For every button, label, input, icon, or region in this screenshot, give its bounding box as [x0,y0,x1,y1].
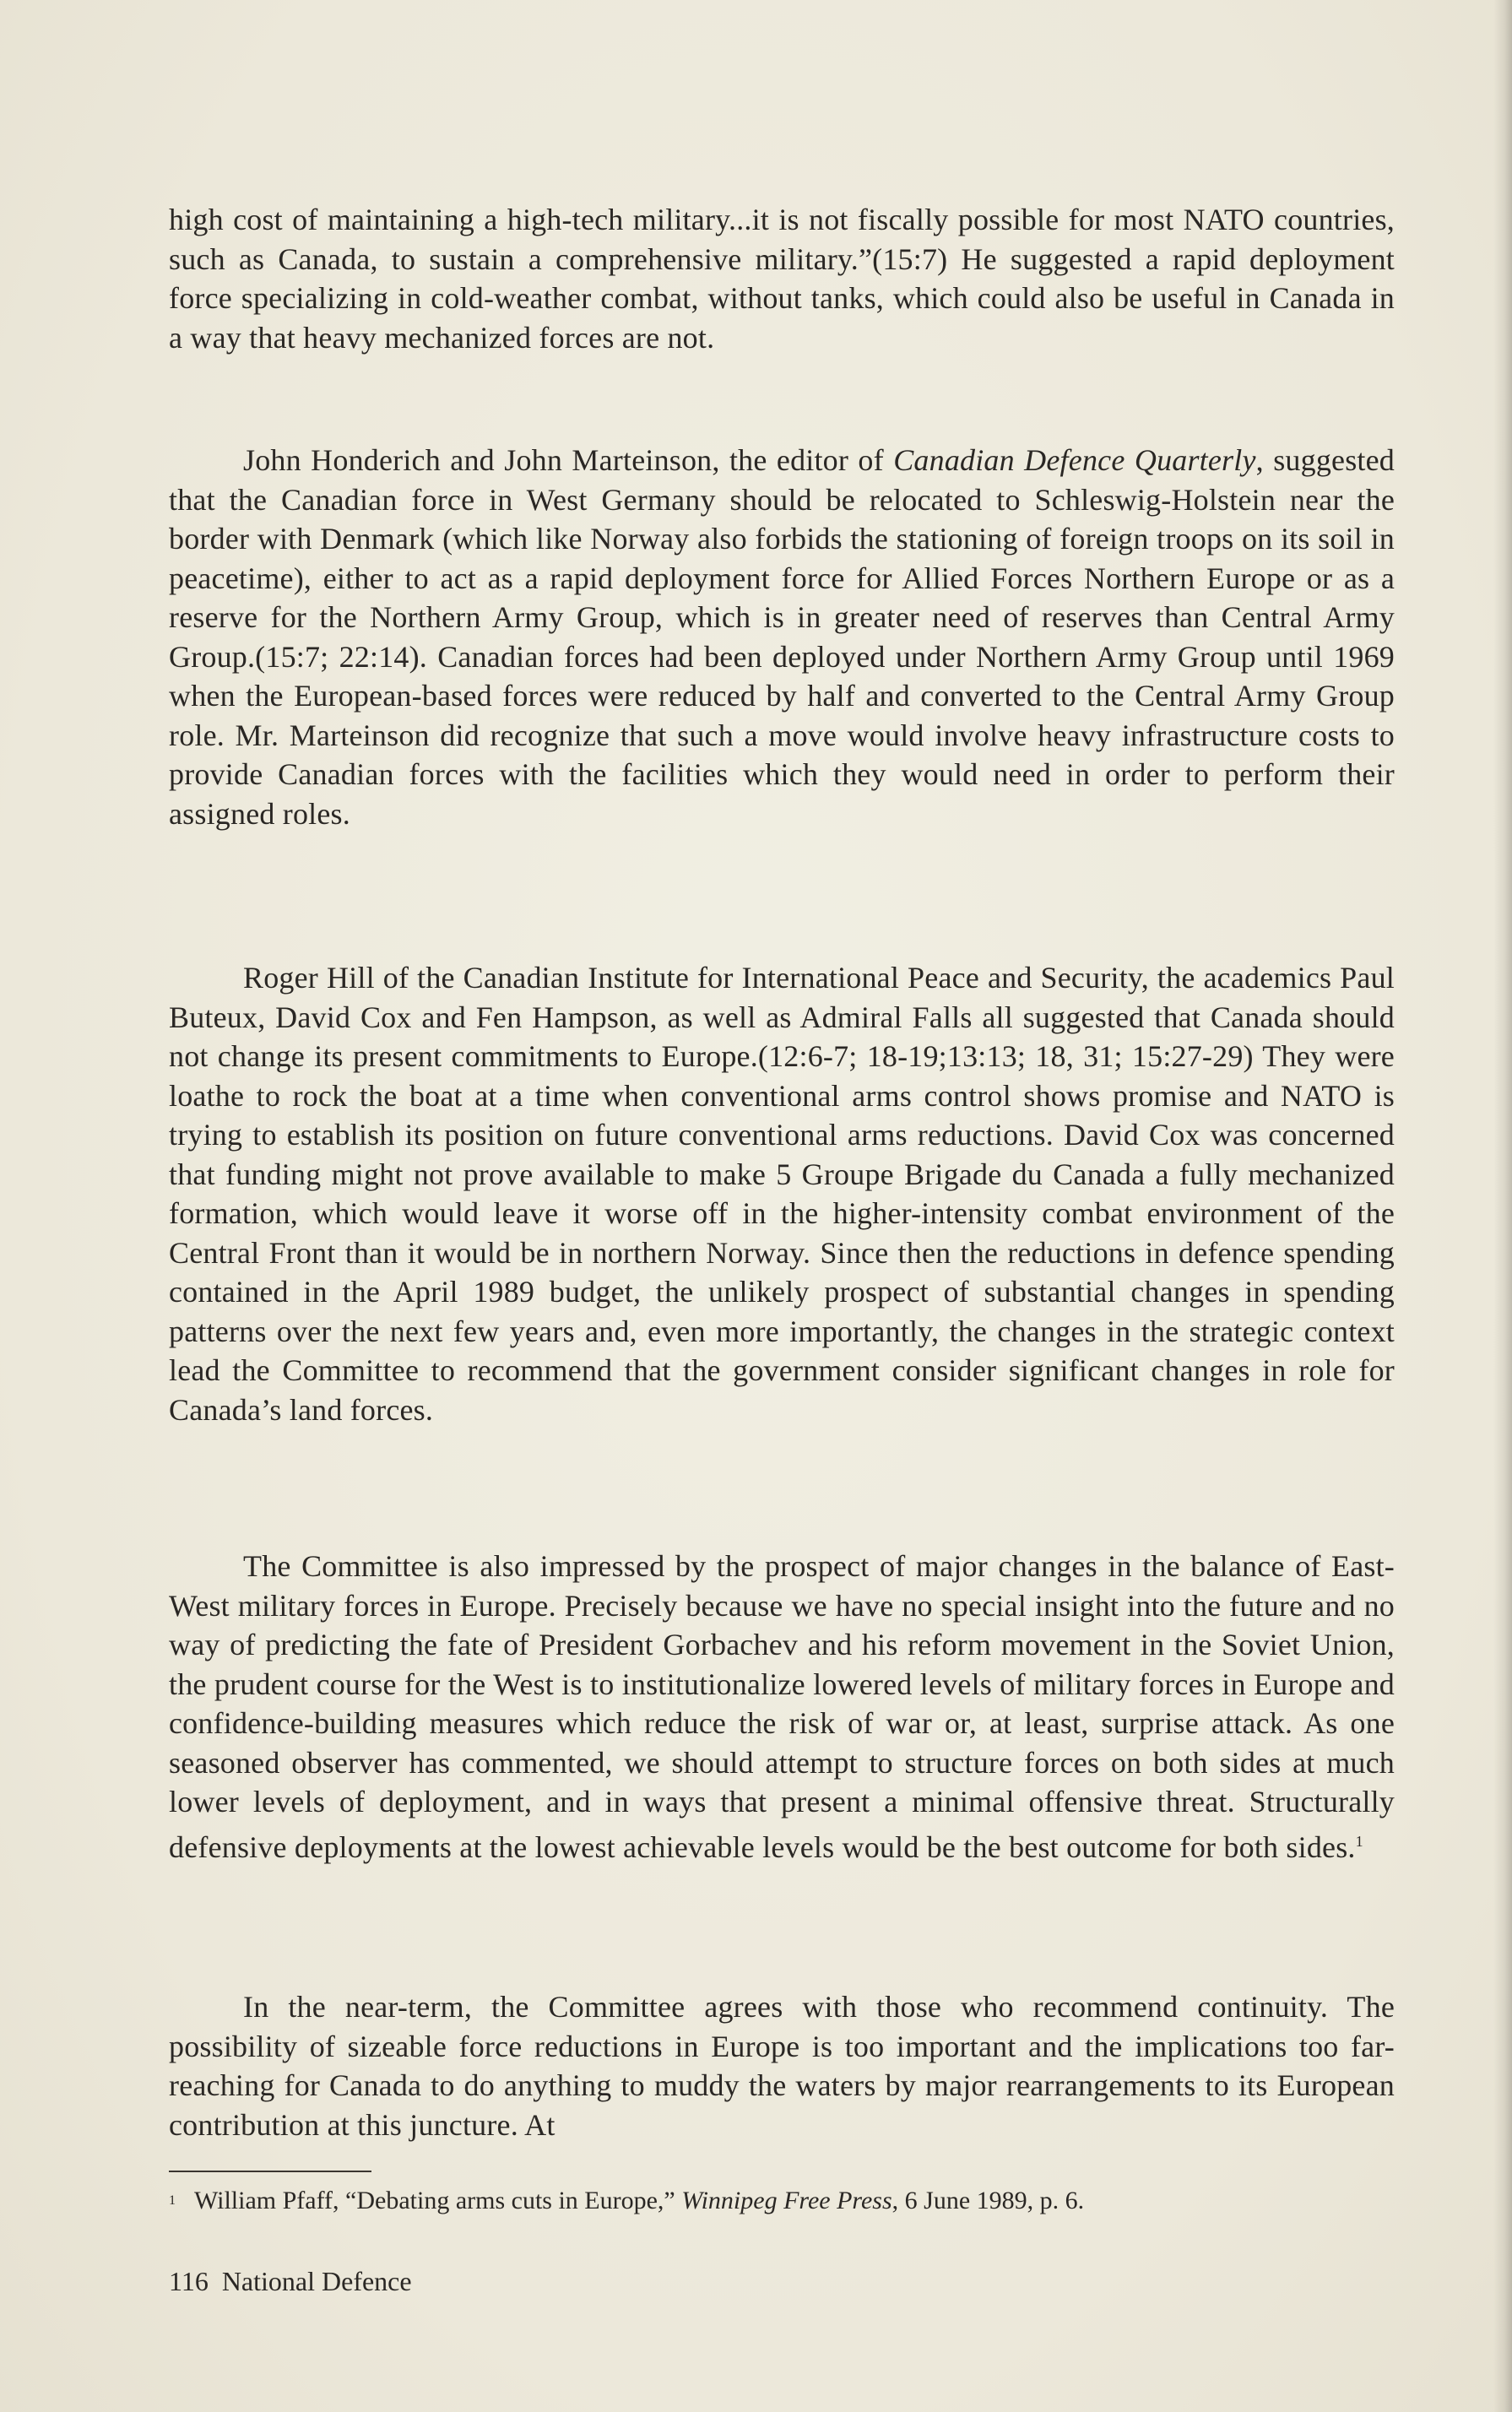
paragraph-2-text-end: , suggested that the Canadian force in West Germany should be relocated to Schleswig-Holstein near the border with Denmark (which like Norway also forbids the stationing of foreign troops on its soil in peacetime), either to act as a rapid deployment force for Allied Forces Northern Europe or as a reserve for the Northern Army Group, which is in greater need of reserves than Central Army Group.(15:7; 22:14). Canadian forces had been deployed under Northern Army Group until 1969 when the European-based forces were reduced by half and converted to the Central Army Group role. Mr. Marteinson did recognize that such a move would involve heavy infrastructure costs to provide Canadian forces with the facilities which they would need in order to perform their assigned roles. [169,443,1395,831]
paragraph-1: high cost of maintaining a high-tech military...it is not fiscally possible for most NATO countries, such as Canada, to sustain a comprehensive military.”(15:7) He suggested a rapid deployment force specializing in cold-weather combat, without tanks, which could also be useful in Canada in a way that heavy mechanized forces are not. [169,203,1395,355]
paragraph-3: Roger Hill of the Canadian Institute for International Peace and Security, the academics Paul Buteux, David Cox and Fen Hampson, as well as Admiral Falls all suggested that Canada should not change its present commitments to Europe.(12:6-7; 18-19;13:13; 18, 31; 15:27-29) They were loathe to rock the boat at a time when conventional arms control shows promise and NATO is trying to establish its position on future conventional arms reductions. David Cox was concerned that funding might not prove available to make 5 Groupe Brigade du Canada a fully mechanized formation, which would leave it worse off in the higher-intensity combat environment of the Central Front than it would be in northern Norway. Since then the reductions in defence spending contained in the April 1989 budget, the unlikely prospect of substantial changes in spending patterns over the next few years and, even more importantly, the changes in the strategic context lead the Committee to recommend that the government consider significant changes in role for Canada’s land forces. [169,961,1395,1427]
footnote-text-start: William Pfaff, “Debating arms cuts in Europe,” [194,2187,682,2214]
page-footer [169,2264,412,2298]
paragraph-5: In the near-term, the Committee agrees with those who recommend continuity. The possibility of sizeable force reductions in Europe is too important and the implications too far-reaching for Canada to do anything to muddy the waters by major rearrangements to its European contribution at this juncture. At [169,1990,1395,2142]
paragraph-2 [169,441,1395,833]
paragraph-4-text: The Committee is also impressed by the prospect of major changes in the balance of East-West military forces in Europe. Precisely because we have no special insight into the future and no way of predicting the fate of President Gorbachev and his reform movement in the Soviet Union, the prudent course for the West is to institutionalize lowered levels of military forces in Europe and confidence-building measures which reduce the risk of war or, at least, surprise attack. As one seasoned observer has commented, we should attempt to structure forces on both sides at much lower levels of deployment, and in ways that present a minimal offensive threat. Structurally defensive deployments at the lowest achievable levels would be the best outcome for both sides. [169,1549,1395,1864]
footnote-reference[interactable]: 1 [1355,1832,1363,1850]
paragraph-3-block [169,958,1395,1429]
footnote [169,2183,1395,2219]
paragraph-4 [169,1547,1395,1867]
page-edge-shadow [1493,0,1512,2412]
footnote-divider [169,2171,371,2172]
paragraph-5-block [169,1987,1395,2144]
journal-title: Canadian Defence Quarterly [893,443,1256,477]
paragraph-1-block [169,200,1395,357]
footnote-marker: 1 [169,2193,176,2208]
paragraph-4-block [169,1547,1395,1867]
page-number: 116 [169,2266,209,2296]
footnote-text-end: , 6 June 1989, p. 6. [891,2187,1085,2214]
publication-name: National Defence [221,2266,412,2296]
footnote-source-title: Winnipeg Free Press [681,2187,892,2214]
paragraph-2-text-start: John Honderich and John Marteinson, the editor of [243,443,894,477]
paragraph-2-block [169,441,1395,833]
